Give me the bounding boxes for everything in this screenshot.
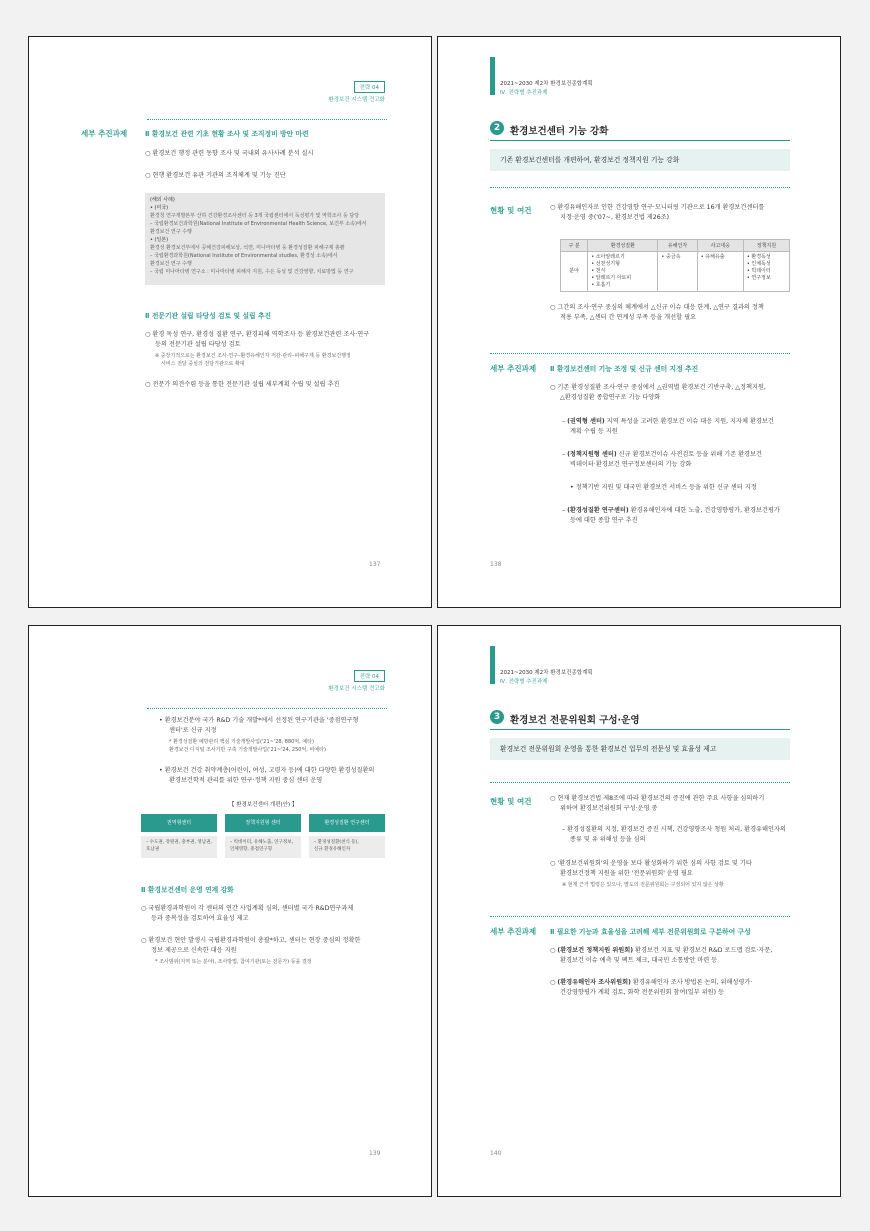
table-cell: • 소아알레르기 • 선천성기형 • 천식 • 알레르기 아토피 • 호흡기 — [588, 252, 658, 292]
bullet-cont: 위하여 환경보건위원회 구성·운영 중 — [560, 805, 658, 812]
dash-item: – (정책지원형 센터) 신규 환경보건이슈 사전검토 등을 위해 기존 환경보건 — [562, 451, 762, 458]
summary-box: 기존 환경보건센터를 개편하여, 환경보건 정책지원 기능 강화 — [490, 149, 790, 171]
header-title: 2021~2030 제2차 환경보건종합계획 — [500, 670, 593, 676]
table-header: 유해인자 — [658, 240, 697, 252]
center-tag: 권역형센터 — [141, 814, 217, 832]
bullet: ○ '환경보건위원회'의 운영을 보다 활성화하기 위한 심의 사항 검토 및 기타 — [550, 860, 752, 867]
divider — [490, 916, 790, 917]
page-number: 138 — [490, 561, 502, 568]
box-line: • (미국) — [150, 205, 169, 211]
section-number: 3 — [490, 710, 504, 724]
bullet-cont: 지정·운영 중('07~, 환경보건법 제26조) — [560, 214, 670, 221]
bullet: ○ 환경유해인자로 인한 건강영향 연구·모니터링 기관으로 16개 환경보건센터를 — [550, 204, 765, 211]
note: ※ 현재 근거 법령은 있으나, 별도의 전문위원회는 구성되어 있지 않은 상황 — [562, 882, 724, 888]
note: * 환경성질환 예방관리 핵심 기술개발사업('21~'28, 880억, 예타) — [169, 739, 314, 745]
divider — [490, 729, 790, 730]
table-header: 구 분 — [561, 240, 588, 252]
box-line: 환경성 환경보건부에서 공해건강피해보상, 석면, 미나마타병 등 환경성질환 피해구제 총괄 — [150, 245, 345, 251]
bullet-cont: 적용 부족, △센터 간 연계성 부족 등을 개선할 필요 — [560, 314, 697, 321]
bullet: ○ 환경보건 행정 관련 동향 조사 및 국내외 유사사례 분석 실시 — [145, 150, 314, 157]
dot-item-cont: 환경보건학적 관리를 위한 연구·정책 지원 중심 센터 운영 — [169, 777, 323, 784]
note: 환경보건 디지털 조사기반 구축 기술개발사업('21~'24, 250억, 비예타) — [169, 747, 326, 753]
note: * 조사범위(지역 또는 분야), 조사방법, 참여기관(또는 전문가) 등을 결정 — [155, 959, 312, 965]
section-title: 환경보건센터 기능 강화 — [510, 126, 609, 137]
table-header: 정책지원 — [743, 240, 789, 252]
header-chapter: Ⅳ. 전략별 추진과제 — [500, 90, 548, 96]
center-tag: 정책지원형 센터 — [225, 814, 301, 832]
summary-box: 환경보건 전문위원회 운영을 통한 환경보건 업무의 전문성 및 효율성 제고 — [490, 738, 790, 760]
dash-item: – (환경성질환 연구센터) 환경유해인자에 대한 노출, 건강영향평가, 환경보건평가 — [562, 507, 780, 514]
header-bar — [490, 646, 495, 684]
subheading: Ⅱ 환경보건 관련 기초 현황 조사 및 조직정비 방안 마련 — [145, 130, 309, 138]
table-cell: • 환경독성 • 인체독성 • 빅데이터 • 연구정보 — [743, 252, 789, 292]
center-tag: 환경성질환 연구센터 — [309, 814, 385, 832]
box-line: 환경보건 연구 수행 — [150, 229, 192, 235]
bullet-cont: 환경보건정책 지원을 위한 '전문위원회' 운영 필요 — [560, 870, 693, 877]
dash-item-cont: 종류 및 유 위해성 등을 심의 — [570, 836, 646, 843]
page-number: 139 — [369, 1150, 381, 1157]
subheading: Ⅱ 전문기관 설립 타당성 검토 및 설립 추진 — [145, 312, 272, 320]
table-row-label: 분야 — [561, 252, 588, 292]
header-bar — [490, 57, 495, 95]
bullet-cont: 정보 제공으로 신속한 대응 지원 — [151, 947, 237, 954]
table-header: 환경성질환 — [588, 240, 658, 252]
bullet: ○ (환경유해인자 조사위원회) 환경유해인자 조사 방법론 논의, 위해성평가· — [550, 979, 753, 986]
center-table — [560, 239, 790, 292]
dash-item-cont: 계획 수립 등 지원 — [570, 428, 618, 435]
strategy-box: 전략 04 — [354, 81, 385, 93]
bullet-cont: △환경성질환 종합연구로 기능 다양화 — [560, 394, 661, 401]
dash-item-cont: 빅데이터·환경보건 연구정보센터의 기능 강화 — [570, 461, 692, 468]
box-line: – 국립환경보건과학원(National Institute of Environmental Health Science, 보건부 소속)에서 — [150, 221, 367, 227]
box-line: (해외 사례) — [150, 197, 175, 203]
header-chapter: Ⅳ. 전략별 추진과제 — [500, 679, 548, 685]
strategy-box: 전략 04 — [354, 670, 385, 682]
box-line: • (일본) — [150, 237, 169, 243]
note: 서비스 전달 중심의 전담기관으로 확대 — [161, 361, 245, 367]
bullet: ○ 전문가 의견수렴 등을 통한 전문기관 설립 세부계획 수립 및 설립 추진 — [145, 381, 340, 388]
strategy-subtitle: 환경보건 시스템 견고화 — [328, 97, 385, 103]
section-title: 환경보건 전문위원회 구성·운영 — [510, 715, 640, 726]
bullet: ○ 현재 환경보건법 제8조에 따라 환경보건의 증진에 관한 주요 사항을 심의하기 — [550, 795, 765, 802]
note: ※ 중장기적으로는 환경보건 조사·연구–환경유해인자 저감·관리–피해구제 등 환경보건행정 — [155, 353, 351, 359]
divider — [147, 708, 387, 709]
center-body: – 수도권, 강원권, 충부권, 영남권, 호남권 — [141, 836, 217, 858]
subheading: Ⅱ 필요한 기능과 효율성을 고려해 세부 전문위원회로 구분하여 구성 — [550, 928, 751, 936]
center-body: – 빅데이터, 유해노출, 연구정보, 인체영향, 중점연구형 — [225, 836, 301, 858]
divider — [147, 119, 387, 120]
dot-item-cont: 센터'로 신규 지정 — [169, 727, 217, 734]
table-cell: • 유해유출 — [697, 252, 743, 292]
page-139 — [28, 625, 432, 1197]
bullet-cont: 등과 중복성을 검토하여 효율성 제고 — [151, 915, 249, 922]
table-cell: • 중금속 — [658, 252, 697, 292]
dash-item: – 환경성질환의 지정, 환경보건 증진 시책, 건강영향조사 청원 처리, 환경유해인자의 — [562, 826, 786, 833]
box-line: 환경청 연구개발본부 산하 건강환경조사센터 등 3개 국립센터에서 독성평가 및 역학조사 등 담당 — [150, 213, 360, 219]
bullet: ○ 국립환경과학원이 각 센터의 연간 사업계획 심의, 센터별 국가 R&D연구과제 — [141, 905, 354, 912]
section-label: 세부 추진과제 — [490, 927, 537, 936]
divider — [490, 353, 790, 354]
page-140 — [437, 625, 841, 1197]
page-137 — [28, 36, 432, 608]
bullet: ○ 기존 환경성질환 조사·연구 중심에서 △권역별 환경보건 기반구축, △정책지원, — [550, 384, 766, 391]
dot-item: • 정책기반 지원 및 대국민 환경보건 서비스 등을 위한 신규 센터 지정 — [570, 484, 757, 491]
section-label: 세부 추진과제 — [490, 364, 537, 373]
page-138 — [437, 36, 841, 608]
center-body: – 환경성질환(천식 등), 신규 환경유해인자 — [309, 836, 385, 858]
box-line: 환경보건 연구 수행 — [150, 261, 192, 267]
section-label: 세부 추진과제 — [81, 129, 128, 138]
divider — [490, 187, 790, 188]
chart-title: 【 환경보건센터 개편(안) 】 — [229, 802, 298, 808]
subheading: Ⅱ 환경보건센터 기능 조정 및 신규 센터 지정 추진 — [550, 365, 699, 373]
dash-item-cont: 등에 대한 종합 연구 추진 — [570, 517, 638, 524]
bullet-cont: 건강영향평가 계획 검토, 화학 전문위원회 참여(일부 위원) 등 — [560, 989, 725, 996]
page-number: 140 — [490, 1150, 502, 1157]
section-label: 현황 및 여건 — [490, 797, 532, 806]
subheading: Ⅱ 환경보건센터 운영 연계 강화 — [141, 886, 234, 894]
divider — [490, 140, 790, 141]
example-box — [145, 193, 385, 285]
strategy-subtitle: 환경보건 시스템 견고화 — [328, 686, 385, 692]
dash-item: – (권역형 센터) 지역 특성을 고려한 환경보건 이슈 대응 지원, 지자체 환경보건 — [562, 418, 774, 425]
bullet-cont: 등의 전문기관 설립 타당성 검토 — [155, 341, 241, 348]
bullet: ○ 환경 독성 연구, 환경성 질환 연구, 환경피해 역학조사 등 환경보건관련 조사·연구 — [145, 331, 370, 338]
bullet: ○ 현행 환경보건 유관 기관의 조직체계 및 기능 진단 — [145, 172, 286, 179]
box-line: – 국립 미나마타병 연구소 : 미나마타병 피해자 지원, 수은 독성 및 건강영향, 치료방법 등 연구 — [150, 269, 354, 275]
bullet: ○ 환경보건 현안 발생시 국립환경과학원이 총괄*하고, 센터는 현장 중심의 정확한 — [141, 937, 361, 944]
divider — [490, 782, 790, 783]
dot-item: • 환경보건 건강 취약계층(어린이, 여성, 고령자 등)에 대한 다양한 환경성질환의 — [159, 767, 375, 774]
section-label: 현황 및 여건 — [490, 206, 532, 215]
header-title: 2021~2030 제2차 환경보건종합계획 — [500, 81, 593, 87]
bullet: ○ (환경보건 정책지원 위원회) 환경보건 지표 및 환경보건 R&D 로드맵 검토·자문, — [550, 947, 773, 954]
bullet-cont: 환경보건 이슈 예측 및 팩트 체크, 대국민 소통방안 마련 등 — [560, 957, 718, 964]
section-number: 2 — [490, 121, 504, 135]
table-header: 사고대응 — [697, 240, 743, 252]
box-line: – 국립환경과학원(National Institute of Environmental studies, 환경성 소속)에서 — [150, 253, 338, 259]
bullet: ○ 그간의 조사·연구 중심의 체계에서 △신규 이슈 대응 한계, △연구 결과의 정책 — [550, 304, 764, 311]
page-number: 137 — [369, 561, 381, 568]
dot-item: • 환경보건분야 국가 R&D 기술 개발*에서 선정된 연구기관을 '중점연구형 — [159, 717, 359, 724]
